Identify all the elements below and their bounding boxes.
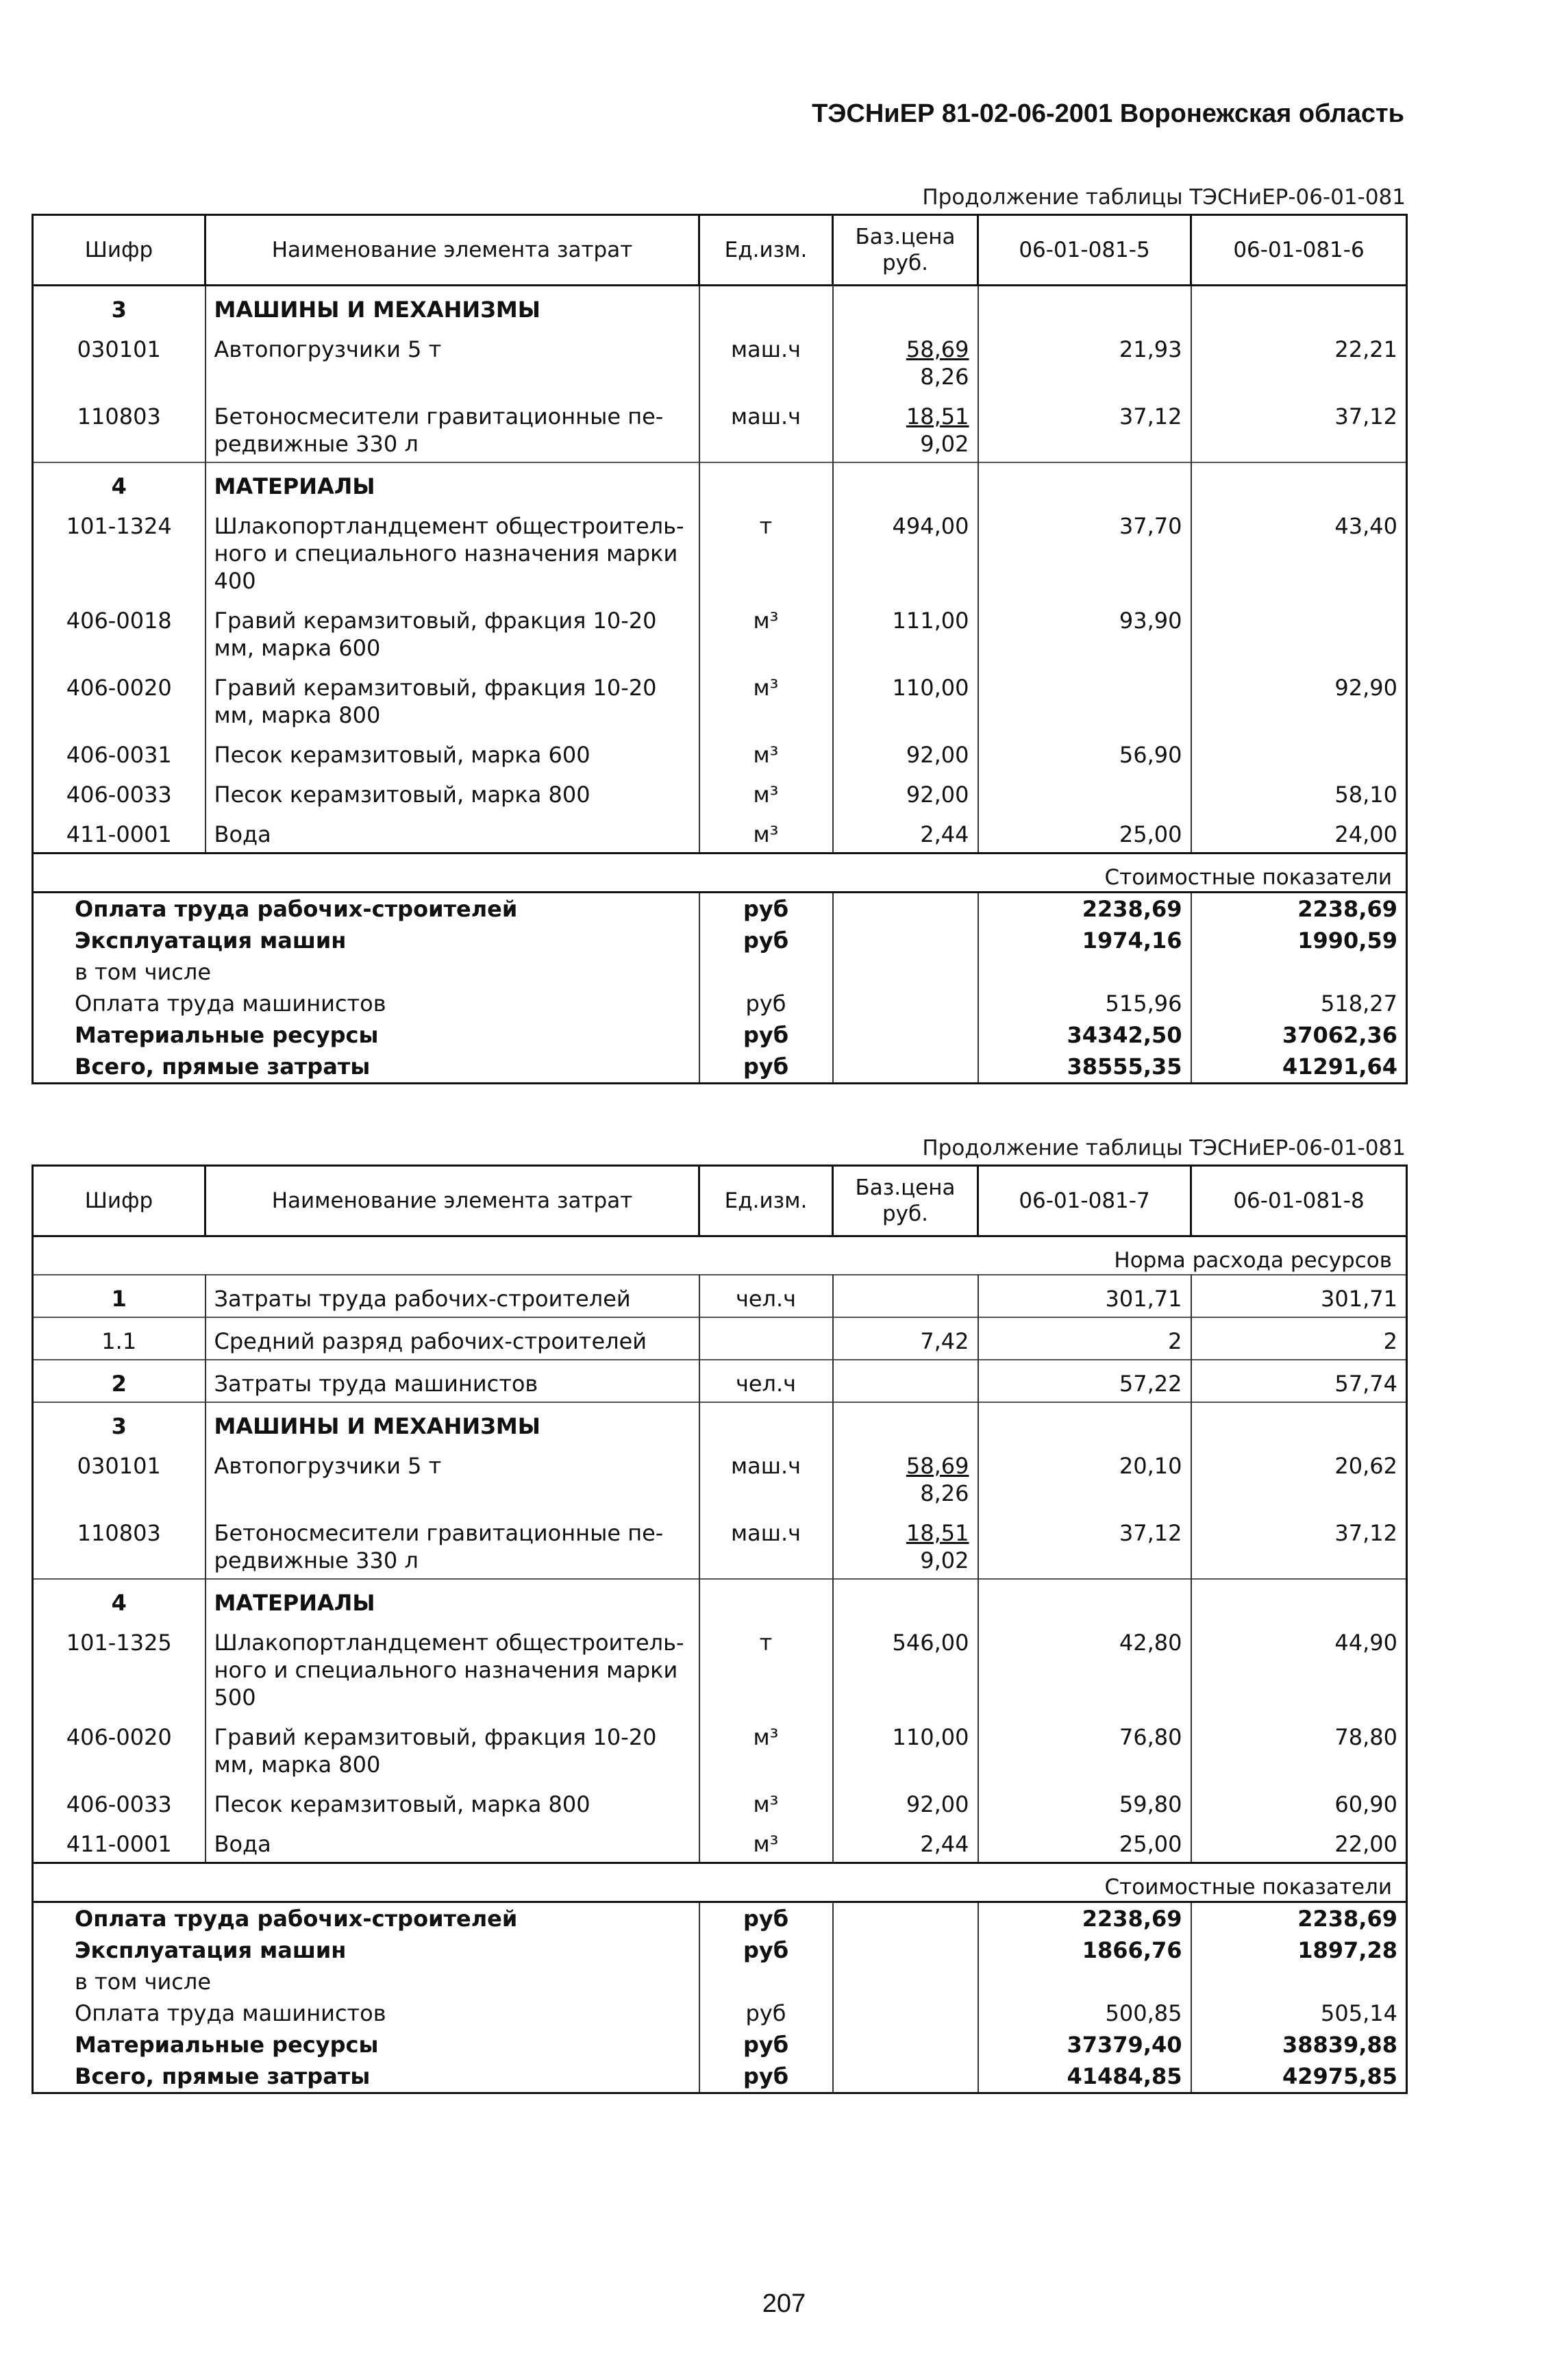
cost-label: Оплата труда машинистов — [33, 988, 699, 1019]
resource-code: 406-0033 — [33, 1782, 206, 1822]
norm-note: Норма расхода ресурсов — [33, 1236, 1407, 1275]
cost-row — [33, 2061, 1407, 2093]
resource-name — [206, 666, 699, 733]
resource-name-line: Песок керамзитовый, марка 800 — [214, 782, 590, 808]
base-price — [833, 1782, 978, 1822]
table-row — [33, 395, 1407, 462]
table-row — [33, 1822, 1407, 1863]
cost-row — [33, 1019, 1407, 1051]
resource-unit: маш.ч — [699, 327, 833, 395]
resource-code: 030101 — [33, 1444, 206, 1511]
base-price-value: 546,00 — [892, 1630, 969, 1656]
cost-col5: 38555,35 — [978, 1051, 1191, 1084]
base-price-value: 111,00 — [892, 608, 969, 634]
resource-code: 411-0001 — [33, 812, 206, 854]
base-price — [833, 666, 978, 733]
resource-code: 406-0020 — [33, 666, 206, 733]
base-price — [833, 1715, 978, 1782]
resource-name — [206, 812, 699, 854]
resource-name-line: Гравий керамзитовый, фракция 10-20 — [214, 608, 657, 634]
labor-row — [33, 1317, 1407, 1360]
section-title: МАТЕРИАЛЫ — [206, 462, 699, 504]
resource-name-line: редвижные 330 л — [214, 1547, 419, 1573]
labor-name: Средний разряд рабочих-строителей — [206, 1317, 699, 1360]
resource-unit: м³ — [699, 773, 833, 812]
value-col5: 37,12 — [978, 395, 1191, 462]
value-col5: 25,00 — [978, 1822, 1191, 1863]
table-caption: Продолжение таблицы ТЭСНиЕР-06-01-081 — [922, 185, 1406, 210]
cost-row — [33, 956, 1407, 988]
resource-unit: м³ — [699, 1782, 833, 1822]
cost-col6: 42975,85 — [1191, 2061, 1407, 2093]
resource-name-line: ного и специального назначения марки — [214, 1657, 678, 1683]
labor-col6: 301,71 — [1191, 1275, 1407, 1317]
resource-name — [206, 327, 699, 395]
cost-row — [33, 1997, 1407, 2029]
resource-table-2 — [32, 1165, 1408, 2094]
table-row — [33, 504, 1407, 599]
header-code: Шифр — [33, 1166, 206, 1236]
cost-label: Всего, прямые затраты — [33, 1051, 699, 1084]
base-price — [833, 1444, 978, 1511]
cost-row — [33, 1934, 1407, 1966]
resource-name-line: ного и специального назначения марки — [214, 540, 678, 567]
labor-col5: 57,22 — [978, 1360, 1191, 1402]
cost-unit: руб — [699, 2029, 833, 2061]
cost-col5: 2238,69 — [978, 1902, 1191, 1935]
norm-note-row — [33, 1236, 1407, 1275]
resource-name — [206, 599, 699, 666]
cost-col6: 505,14 — [1191, 1997, 1407, 2029]
section-base — [833, 1579, 978, 1621]
value-col5: 25,00 — [978, 812, 1191, 854]
resource-name-line: 500 — [214, 1684, 256, 1710]
resource-unit: м³ — [699, 666, 833, 733]
value-col5: 93,90 — [978, 599, 1191, 666]
cost-col6: 37062,36 — [1191, 1019, 1407, 1051]
base-price-labor: 8,26 — [920, 1480, 969, 1506]
cost-row — [33, 988, 1407, 1019]
resource-name-line: редвижные 330 л — [214, 431, 419, 457]
cost-label: Эксплуатация машин — [33, 925, 699, 956]
labor-code: 2 — [33, 1360, 206, 1402]
resource-name-line: Вода — [214, 1831, 271, 1857]
table1-body — [33, 286, 1407, 1084]
resource-unit: т — [699, 1621, 833, 1715]
header-col5: 06-01-081-5 — [978, 215, 1191, 286]
cost-label: в том числе — [33, 1966, 699, 1997]
costs-note-row — [33, 854, 1407, 893]
section-number: 3 — [33, 1402, 206, 1444]
resource-code: 101-1324 — [33, 504, 206, 599]
cost-unit: руб — [699, 988, 833, 1019]
section-base — [833, 462, 978, 504]
base-price-value: 494,00 — [892, 513, 969, 539]
value-col6: 60,90 — [1191, 1782, 1407, 1822]
resource-name-line: 400 — [214, 568, 256, 594]
cost-label: Материальные ресурсы — [33, 1019, 699, 1051]
table-row — [33, 773, 1407, 812]
costs-note: Стоимостные показатели — [33, 854, 1407, 893]
cost-unit: руб — [699, 1019, 833, 1051]
labor-row — [33, 1275, 1407, 1317]
value-col6: 22,21 — [1191, 327, 1407, 395]
value-col6: 22,00 — [1191, 1822, 1407, 1863]
cost-col5: 41484,85 — [978, 2061, 1191, 2093]
value-col6 — [1191, 599, 1407, 666]
section-unit — [699, 1402, 833, 1444]
table2-body — [33, 1236, 1407, 2093]
value-col5: 20,10 — [978, 1444, 1191, 1511]
resource-name — [206, 1822, 699, 1863]
cost-base — [833, 893, 978, 925]
cost-base — [833, 1966, 978, 1997]
cost-row — [33, 1051, 1407, 1084]
header-base-price — [833, 215, 978, 286]
resource-name-line: Песок керамзитовый, марка 800 — [214, 1791, 590, 1817]
section-title: МАШИНЫ И МЕХАНИЗМЫ — [206, 1402, 699, 1444]
labor-base: 7,42 — [833, 1317, 978, 1360]
resource-code: 406-0033 — [33, 773, 206, 812]
cost-col5: 1866,76 — [978, 1934, 1191, 1966]
resource-name — [206, 733, 699, 773]
labor-unit — [699, 1317, 833, 1360]
section-unit — [699, 286, 833, 328]
base-price — [833, 1511, 978, 1579]
base-price — [833, 773, 978, 812]
cost-row — [33, 1902, 1407, 1935]
base-price — [833, 1822, 978, 1863]
resource-name-line: Автопогрузчики 5 т — [214, 336, 442, 362]
page-number: 207 — [762, 2289, 806, 2318]
resource-code: 101-1325 — [33, 1621, 206, 1715]
labor-code: 1 — [33, 1275, 206, 1317]
base-price-labor: 9,02 — [920, 1547, 969, 1573]
cost-row — [33, 2029, 1407, 2061]
resource-name-line: мм, марка 800 — [214, 702, 381, 728]
labor-col5: 301,71 — [978, 1275, 1191, 1317]
section-v1 — [978, 1402, 1191, 1444]
cost-col6 — [1191, 956, 1407, 988]
table-row — [33, 733, 1407, 773]
section-v1 — [978, 1579, 1191, 1621]
cost-col5 — [978, 1966, 1191, 1997]
resource-unit: м³ — [699, 1822, 833, 1863]
header-unit: Ед.изм. — [699, 215, 833, 286]
table-row — [33, 1511, 1407, 1579]
section-v2 — [1191, 286, 1407, 328]
resource-unit: м³ — [699, 812, 833, 854]
resource-code: 110803 — [33, 395, 206, 462]
cost-row — [33, 1966, 1407, 1997]
cost-unit: руб — [699, 2061, 833, 2093]
resource-name — [206, 1782, 699, 1822]
cost-col6: 38839,88 — [1191, 2029, 1407, 2061]
base-price — [833, 812, 978, 854]
header-code: Шифр — [33, 215, 206, 286]
resource-name — [206, 1444, 699, 1511]
resource-name-line: Бетоносмесители гравитационные пе- — [214, 403, 664, 429]
resource-unit: маш.ч — [699, 395, 833, 462]
value-col6: 78,80 — [1191, 1715, 1407, 1782]
base-price — [833, 327, 978, 395]
section-v1 — [978, 462, 1191, 504]
header-base-line1: Баз.цена — [855, 225, 956, 249]
base-price-labor: 8,26 — [920, 364, 969, 390]
resource-name-line: мм, марка 600 — [214, 635, 381, 661]
cost-label: Материальные ресурсы — [33, 2029, 699, 2061]
header-name: Наименование элемента затрат — [206, 1166, 699, 1236]
value-col6: 44,90 — [1191, 1621, 1407, 1715]
table-caption: Продолжение таблицы ТЭСНиЕР-06-01-081 — [922, 1136, 1406, 1160]
labor-name: Затраты труда рабочих-строителей — [206, 1275, 699, 1317]
resource-unit: маш.ч — [699, 1511, 833, 1579]
section-v2 — [1191, 462, 1407, 504]
base-price-value: 58,69 — [906, 1453, 969, 1479]
resource-code: 030101 — [33, 327, 206, 395]
cost-unit: руб — [699, 1902, 833, 1935]
resource-code: 110803 — [33, 1511, 206, 1579]
table-row — [33, 599, 1407, 666]
cost-row — [33, 925, 1407, 956]
cost-base — [833, 1051, 978, 1084]
resource-name-line: Гравий керамзитовый, фракция 10-20 — [214, 1724, 657, 1750]
cost-base — [833, 1019, 978, 1051]
resource-name — [206, 504, 699, 599]
resource-name — [206, 1715, 699, 1782]
resource-unit: т — [699, 504, 833, 599]
section-number: 4 — [33, 462, 206, 504]
resource-unit: м³ — [699, 1715, 833, 1782]
table-header-row — [33, 1166, 1407, 1236]
labor-col6: 57,74 — [1191, 1360, 1407, 1402]
resource-code: 406-0018 — [33, 599, 206, 666]
base-price-value: 92,00 — [906, 1791, 969, 1817]
section-v2 — [1191, 1579, 1407, 1621]
header-base-line2: руб. — [882, 1202, 928, 1226]
value-col5: 42,80 — [978, 1621, 1191, 1715]
base-price-value: 92,00 — [906, 742, 969, 768]
resource-code: 406-0031 — [33, 733, 206, 773]
section-v2 — [1191, 1402, 1407, 1444]
labor-name: Затраты труда машинистов — [206, 1360, 699, 1402]
value-col6: 37,12 — [1191, 1511, 1407, 1579]
resource-name — [206, 773, 699, 812]
value-col5: 56,90 — [978, 733, 1191, 773]
cost-base — [833, 925, 978, 956]
cost-col5 — [978, 956, 1191, 988]
table-row — [33, 1621, 1407, 1715]
section-base — [833, 1402, 978, 1444]
cost-base — [833, 1902, 978, 1935]
resource-name — [206, 1511, 699, 1579]
resource-name — [206, 1621, 699, 1715]
cost-base — [833, 2061, 978, 2093]
value-col6: 92,90 — [1191, 666, 1407, 733]
section-row — [33, 286, 1407, 328]
resource-unit: маш.ч — [699, 1444, 833, 1511]
header-unit: Ед.изм. — [699, 1166, 833, 1236]
section-unit — [699, 1579, 833, 1621]
value-col6: 58,10 — [1191, 773, 1407, 812]
table-row — [33, 812, 1407, 854]
section-number: 3 — [33, 286, 206, 328]
cost-col6: 1990,59 — [1191, 925, 1407, 956]
table-row — [33, 1715, 1407, 1782]
value-col5 — [978, 666, 1191, 733]
value-col5: 37,12 — [978, 1511, 1191, 1579]
costs-note-row — [33, 1863, 1407, 1902]
value-col6: 20,62 — [1191, 1444, 1407, 1511]
resource-unit: м³ — [699, 733, 833, 773]
base-price-value: 18,51 — [906, 1520, 969, 1546]
base-price-value: 58,69 — [906, 336, 969, 362]
resource-name-line: Песок керамзитовый, марка 600 — [214, 742, 590, 768]
section-title: МАТЕРИАЛЫ — [206, 1579, 699, 1621]
table-header-row — [33, 215, 1407, 286]
resource-name-line: Автопогрузчики 5 т — [214, 1453, 442, 1479]
cost-label: Оплата труда рабочих-строителей — [33, 1902, 699, 1935]
cost-unit: руб — [699, 1997, 833, 2029]
resource-code: 406-0020 — [33, 1715, 206, 1782]
resource-code: 411-0001 — [33, 1822, 206, 1863]
cost-col6: 2238,69 — [1191, 1902, 1407, 1935]
cost-base — [833, 956, 978, 988]
section-number: 4 — [33, 1579, 206, 1621]
cost-unit: руб — [699, 893, 833, 925]
base-price — [833, 504, 978, 599]
table-row — [33, 1444, 1407, 1511]
value-col5: 59,80 — [978, 1782, 1191, 1822]
cost-col6: 2238,69 — [1191, 893, 1407, 925]
cost-label: Оплата труда машинистов — [33, 1997, 699, 2029]
labor-col6: 2 — [1191, 1317, 1407, 1360]
header-col6: 06-01-081-6 — [1191, 215, 1407, 286]
value-col5 — [978, 773, 1191, 812]
section-v1 — [978, 286, 1191, 328]
cost-label: Эксплуатация машин — [33, 1934, 699, 1966]
table-row — [33, 666, 1407, 733]
cost-label: в том числе — [33, 956, 699, 988]
cost-col6 — [1191, 1966, 1407, 1997]
cost-col6: 518,27 — [1191, 988, 1407, 1019]
resource-name-line: Вода — [214, 821, 271, 847]
cost-base — [833, 2029, 978, 2061]
value-col6: 24,00 — [1191, 812, 1407, 854]
labor-code: 1.1 — [33, 1317, 206, 1360]
base-price-labor: 9,02 — [920, 431, 969, 457]
cost-col5: 2238,69 — [978, 893, 1191, 925]
labor-base — [833, 1360, 978, 1402]
section-title: МАШИНЫ И МЕХАНИЗМЫ — [206, 286, 699, 328]
section-unit — [699, 462, 833, 504]
resource-name — [206, 395, 699, 462]
section-base — [833, 286, 978, 328]
resource-name-line: мм, марка 800 — [214, 1752, 381, 1778]
labor-unit: чел.ч — [699, 1360, 833, 1402]
cost-col5: 37379,40 — [978, 2029, 1191, 2061]
cost-col5: 500,85 — [978, 1997, 1191, 2029]
document-title: ТЭСНиЕР 81-02-06-2001 Воронежская область — [812, 99, 1404, 128]
section-row — [33, 1402, 1407, 1444]
cost-col6: 41291,64 — [1191, 1051, 1407, 1084]
cost-base — [833, 1997, 978, 2029]
cost-col5: 34342,50 — [978, 1019, 1191, 1051]
value-col5: 76,80 — [978, 1715, 1191, 1782]
header-name: Наименование элемента затрат — [206, 215, 699, 286]
resource-name-line: Бетоносмесители гравитационные пе- — [214, 1520, 664, 1546]
cost-row — [33, 893, 1407, 925]
header-base-line1: Баз.цена — [855, 1175, 956, 1200]
base-price-value: 18,51 — [906, 403, 969, 429]
value-col6: 37,12 — [1191, 395, 1407, 462]
cost-base — [833, 1934, 978, 1966]
cost-label: Всего, прямые затраты — [33, 2061, 699, 2093]
header-base-price — [833, 1166, 978, 1236]
labor-base — [833, 1275, 978, 1317]
value-col6 — [1191, 733, 1407, 773]
cost-unit: руб — [699, 1934, 833, 1966]
base-price — [833, 395, 978, 462]
costs-note: Стоимостные показатели — [33, 1863, 1407, 1902]
header-col5: 06-01-081-7 — [978, 1166, 1191, 1236]
resource-name-line: Гравий керамзитовый, фракция 10-20 — [214, 675, 657, 701]
section-row — [33, 462, 1407, 504]
cost-base — [833, 988, 978, 1019]
labor-unit: чел.ч — [699, 1275, 833, 1317]
base-price-value: 110,00 — [892, 675, 969, 701]
labor-col5: 2 — [978, 1317, 1191, 1360]
base-price — [833, 599, 978, 666]
resource-name-line: Шлакопортландцемент общестроитель- — [214, 1630, 684, 1656]
base-price-value: 2,44 — [920, 821, 969, 847]
cost-label: Оплата труда рабочих-строителей — [33, 893, 699, 925]
value-col6: 43,40 — [1191, 504, 1407, 599]
base-price-value: 2,44 — [920, 1831, 969, 1857]
cost-unit: руб — [699, 925, 833, 956]
section-row — [33, 1579, 1407, 1621]
cost-unit: руб — [699, 1051, 833, 1084]
header-col6: 06-01-081-8 — [1191, 1166, 1407, 1236]
cost-col5: 1974,16 — [978, 925, 1191, 956]
cost-unit — [699, 956, 833, 988]
resource-name-line: Шлакопортландцемент общестроитель- — [214, 513, 684, 539]
header-base-line2: руб. — [882, 251, 928, 275]
value-col5: 37,70 — [978, 504, 1191, 599]
resource-table-1 — [32, 214, 1408, 1084]
resource-unit: м³ — [699, 599, 833, 666]
cost-col6: 1897,28 — [1191, 1934, 1407, 1966]
labor-row — [33, 1360, 1407, 1402]
table-row — [33, 1782, 1407, 1822]
base-price-value: 92,00 — [906, 782, 969, 808]
cost-col5: 515,96 — [978, 988, 1191, 1019]
base-price — [833, 1621, 978, 1715]
base-price — [833, 733, 978, 773]
table-row — [33, 327, 1407, 395]
cost-unit — [699, 1966, 833, 1997]
value-col5: 21,93 — [978, 327, 1191, 395]
base-price-value: 110,00 — [892, 1724, 969, 1750]
